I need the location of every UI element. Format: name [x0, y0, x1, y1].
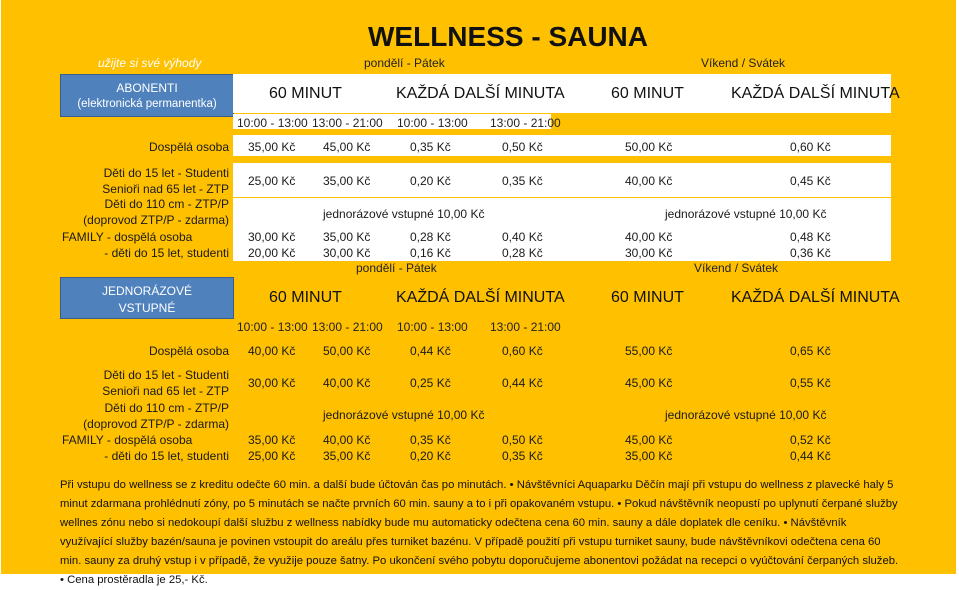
price-cell: 0,35 Kč	[410, 433, 451, 447]
single-entry-note: jednorázové vstupné 10,00 Kč	[665, 207, 827, 221]
price-cell: 25,00 Kč	[248, 449, 296, 463]
row-label-adult: Dospělá osoba	[148, 140, 229, 154]
price-cell: 0,50 Kč	[502, 433, 543, 447]
time-slot: 13:00 - 21:00	[490, 116, 561, 130]
price-cell: 55,00 Kč	[625, 344, 673, 358]
row-label-family-adult: FAMILY - dospělá osoba	[62, 433, 193, 447]
col-extra-minute-weekday: KAŽDÁ DALŠÍ MINUTA	[396, 85, 565, 102]
price-cell: 35,00 Kč	[248, 140, 296, 154]
price-cell: 0,44 Kč	[410, 344, 451, 358]
time-slot: 10:00 - 13:00	[237, 116, 308, 130]
price-cell: 30,00 Kč	[248, 230, 296, 244]
price-cell: 35,00 Kč	[625, 449, 673, 463]
price-cell: 40,00 Kč	[323, 376, 371, 390]
price-cell: 0,16 Kč	[410, 246, 451, 260]
single-entry-note: jednorázové vstupné 10,00 Kč	[323, 408, 485, 422]
time-slot: 10:00 - 13:00	[237, 320, 308, 334]
row-label-children: Děti do 15 let - Studenti	[103, 166, 229, 180]
row-label-adult: Dospělá osoba	[148, 344, 229, 358]
single-entry-note: jednorázové vstupné 10,00 Kč	[665, 408, 827, 422]
price-cell: 0,36 Kč	[790, 246, 831, 260]
price-cell: 0,55 Kč	[790, 376, 831, 390]
subscribers-badge-title: ABONENTI	[116, 81, 178, 95]
price-cell: 0,25 Kč	[410, 376, 451, 390]
price-cell: 0,44 Kč	[502, 376, 543, 390]
page-title: WELLNESS - SAUNA	[368, 21, 648, 52]
price-cell: 45,00 Kč	[625, 433, 673, 447]
price-cell: 0,35 Kč	[502, 174, 543, 188]
single-entry-note: jednorázové vstupné 10,00 Kč	[323, 207, 485, 221]
price-cell: 0,20 Kč	[410, 174, 451, 188]
price-cell: 0,20 Kč	[410, 449, 451, 463]
price-cell: 0,35 Kč	[502, 449, 543, 463]
row-label-small-children: Děti do 110 cm - ZTP/P	[104, 197, 229, 211]
price-cell: 0,65 Kč	[790, 344, 831, 358]
col-60-min-weekday: 60 MINUT	[269, 85, 342, 102]
price-cell: 40,00 Kč	[625, 174, 673, 188]
price-cell: 0,48 Kč	[790, 230, 831, 244]
price-cell: 35,00 Kč	[323, 449, 371, 463]
single-entry-badge-title: JEDNORÁZOVÉ	[101, 284, 192, 298]
subscribers-badge-subtitle: (elektronická permanentka)	[77, 98, 217, 110]
row-label-escort: (doprovod ZTP/P - zdarma)	[83, 417, 229, 431]
time-slot: 10:00 - 13:00	[397, 320, 468, 334]
price-cell: 40,00 Kč	[323, 433, 371, 447]
price-cell: 40,00 Kč	[248, 344, 296, 358]
time-slot: 13:00 - 21:00	[312, 320, 383, 334]
price-cell: 0,50 Kč	[502, 140, 543, 154]
price-cell: 35,00 Kč	[248, 433, 296, 447]
price-cell: 35,00 Kč	[323, 230, 371, 244]
row-label-escort: (doprovod ZTP/P - zdarma)	[83, 213, 229, 227]
subscribers-badge	[60, 74, 234, 117]
col-extra-minute-weekday: KAŽDÁ DALŠÍ MINUTA	[396, 289, 565, 306]
price-cell: 0,60 Kč	[790, 140, 831, 154]
time-slot: 13:00 - 21:00	[312, 116, 383, 130]
price-cell: 0,44 Kč	[790, 449, 831, 463]
time-slot: 13:00 - 21:00	[490, 320, 561, 334]
price-cell: 0,40 Kč	[502, 230, 543, 244]
price-cell: 0,45 Kč	[790, 174, 831, 188]
single-entry-badge	[60, 277, 234, 319]
col-extra-minute-weekend: KAŽDÁ DALŠÍ MINUTA	[731, 289, 900, 306]
price-cell: 30,00 Kč	[625, 246, 673, 260]
row-label-seniors: Senioři nad 65 let - ZTP	[102, 182, 229, 196]
price-cell: 25,00 Kč	[248, 174, 296, 188]
row-label-small-children: Děti do 110 cm - ZTP/P	[104, 401, 229, 415]
price-cell: 0,52 Kč	[790, 433, 831, 447]
price-cell: 40,00 Kč	[625, 230, 673, 244]
price-cell: 45,00 Kč	[625, 376, 673, 390]
row-label-family-children: - děti do 15 let, studenti	[104, 246, 229, 260]
col-60-min-weekend: 60 MINUT	[611, 289, 684, 306]
price-cell: 50,00 Kč	[625, 140, 673, 154]
single-entry-badge-subtitle: VSTUPNÉ	[118, 301, 176, 315]
row-label-family-adult: FAMILY - dospělá osoba	[62, 230, 193, 244]
price-cell: 0,35 Kč	[410, 140, 451, 154]
price-cell: 50,00 Kč	[323, 344, 371, 358]
price-cell: 0,28 Kč	[502, 246, 543, 260]
price-cell: 45,00 Kč	[323, 140, 371, 154]
price-cell: 0,28 Kč	[410, 230, 451, 244]
row-label-seniors: Senioři nad 65 let - ZTP	[102, 384, 229, 398]
tagline: užijte si své výhody	[98, 56, 202, 70]
col-extra-minute-weekend: KAŽDÁ DALŠÍ MINUTA	[731, 85, 900, 102]
col-60-min-weekday: 60 MINUT	[269, 289, 342, 306]
row-label-family-children: - děti do 15 let, studenti	[104, 449, 229, 463]
row-label-children: Děti do 15 let - Studenti	[103, 368, 229, 382]
weekday-label: pondělí - Pátek	[364, 56, 445, 70]
terms-footer: Při vstupu do wellness se z kreditu odečte 60 min. a další bude účtován čas po minutách. • Návštěvníci Aquaparku Děčín mají při vstupu do wellness z plavecké haly 5 minut zdarmana prohlédnutí zóny, po 5 minutách se načte prvních 60 min. sauny a to i při opakovaném vstupu. • Pokud návštěvník neopustí po uplynutí čerpané služby wellnes zónu nebo si nedokoupí další službu z wellness nabídky bude mu automaticky odečtena cena 60 min. sauny a dále doplatek dle ceníku. • Návštěvník využívající služby bazén/sauna je povinen vstoupit do areálu přes turniket bazénu. V případě použití při vstupu turniket sauny, bude návštěvníkovi odečtena cena 60 min. sauny za druhý vstup i v případě, že využije pouze šatny. Po ukončení svého pobytu doporučujeme abonentovi požádat na recepci o vyúčtování čerpaných služeb. • Cena prostěradla je 25,- Kč.	[60, 479, 899, 586]
price-cell: 0,60 Kč	[502, 344, 543, 358]
price-cell: 20,00 Kč	[248, 246, 296, 260]
weekend-label: Víkend / Svátek	[701, 56, 786, 70]
time-slot: 10:00 - 13:00	[397, 116, 468, 130]
weekday-label: pondělí - Pátek	[356, 261, 437, 275]
price-cell: 35,00 Kč	[323, 174, 371, 188]
price-cell: 30,00 Kč	[323, 246, 371, 260]
col-60-min-weekend: 60 MINUT	[611, 85, 684, 102]
weekend-label: Víkend / Svátek	[694, 261, 779, 275]
price-cell: 30,00 Kč	[248, 376, 296, 390]
